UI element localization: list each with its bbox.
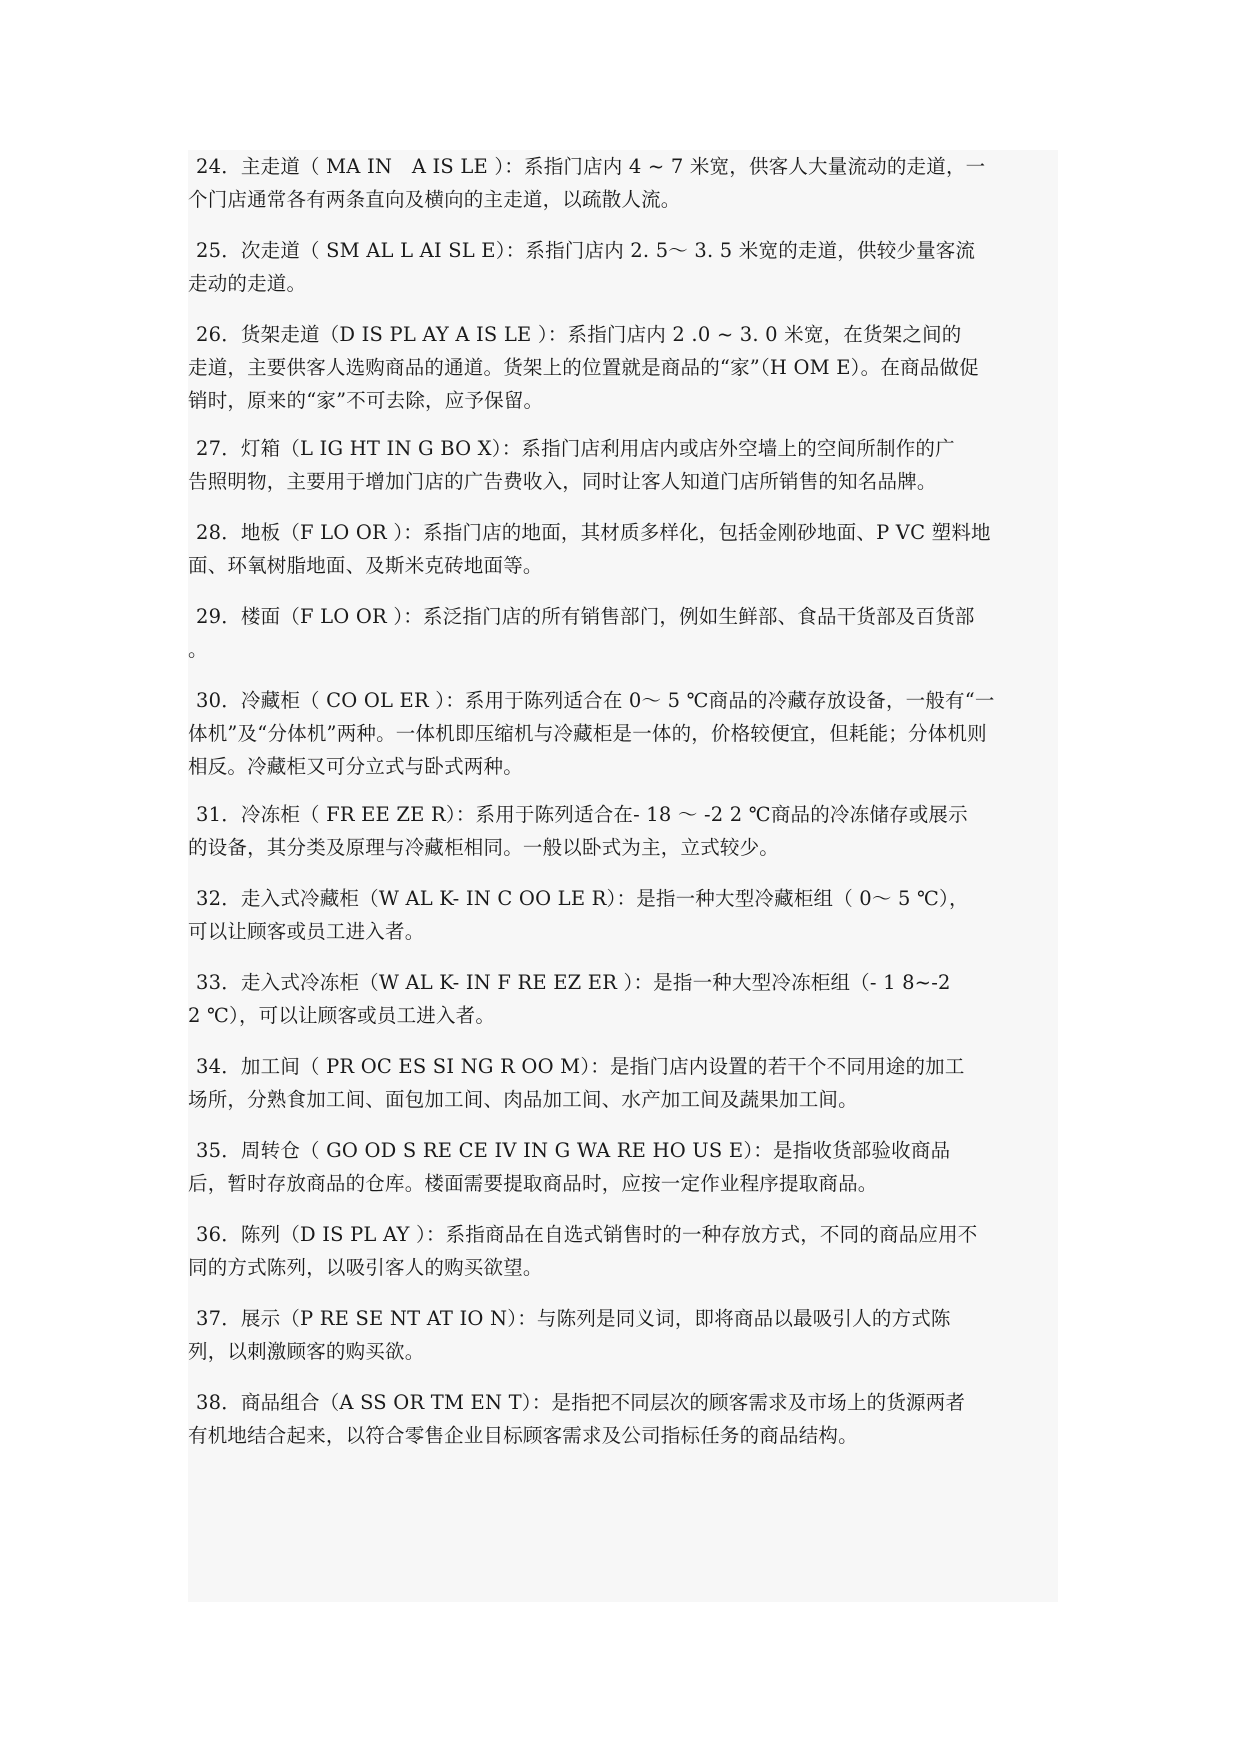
glossary-entry-32 (188, 882, 1058, 948)
glossary-entry-31 (188, 798, 1058, 864)
glossary-entry-37 (188, 1302, 1058, 1368)
glossary-entry-33 (188, 966, 1058, 1032)
entry-line: 31．冷冻柜（ FR EE ZE R）：系用于陈列适合在- 18 ～ -2 2 ℃商品的冷冻储存或展示 (196, 803, 968, 826)
entry-line: 面、环氧树脂地面、及斯米克砖地面等。 (188, 554, 543, 577)
glossary-entry-29 (188, 600, 1058, 666)
glossary-entry-38 (188, 1386, 1058, 1452)
glossary-entry-30 (188, 684, 1058, 783)
entry-line: 场所，分熟食加工间、面包加工间、肉品加工间、水产加工间及蔬果加工间。 (188, 1088, 858, 1111)
entry-line: 25．次走道（ SM AL L AI SL E）：系指门店内 2. 5～ 3. 5 米宽的走道，供较少量客流 (196, 239, 976, 262)
glossary-entry-27 (188, 432, 1058, 498)
entry-line: 36．陈列（D IS PL AY ）：系指商品在自选式销售时的一种存放方式，不同的商品应用不 (196, 1223, 978, 1246)
entry-line: 35．周转仓（ GO OD S RE CE IV IN G WA RE HO US E）：是指收货部验收商品 (196, 1139, 951, 1162)
entry-line: 32．走入式冷藏柜（W AL K- IN C OO LE R）：是指一种大型冷藏柜组（ 0～ 5 ℃）， (196, 887, 969, 910)
entry-line: 告照明物，主要用于增加门店的广告费收入，同时让客人知道门店所销售的知名品牌。 (188, 470, 937, 493)
entry-line: 30．冷藏柜（ CO OL ER ）：系用于陈列适合在 0～ 5 ℃商品的冷藏存放设备，一般有“一 (196, 689, 995, 712)
entry-line: 34．加工间（ PR OC ES SI NG R OO M）：是指门店内设置的若干个不同用途的加工 (196, 1055, 965, 1078)
entry-line: 的设备，其分类及原理与冷藏柜相同。一般以卧式为主，立式较少。 (188, 836, 780, 859)
glossary-entry-28 (188, 516, 1058, 582)
entry-line: 后，暂时存放商品的仓库。楼面需要提取商品时，应按一定作业程序提取商品。 (188, 1172, 878, 1195)
entry-line: 体机”及“分体机”两种。一体机即压缩机与冷藏柜是一体的，价格较便宜，但耗能；分体机则 (188, 722, 987, 745)
entry-line: 列，以刺激顾客的购买欲。 (188, 1340, 425, 1363)
glossary-entry-24 (188, 150, 1058, 216)
glossary-entry-36 (188, 1218, 1058, 1284)
entry-line: 33．走入式冷冻柜（W AL K- IN F RE EZ ER ）：是指一种大型冷冻柜组（- 1 8~-2 (196, 971, 951, 994)
glossary-entry-25 (188, 234, 1058, 300)
entry-line: 27．灯箱（L IG HT IN G BO X）：系指门店利用店内或店外空墙上的空间所制作的广 (196, 437, 955, 460)
entry-line: 38．商品组合（A SS OR TM EN T）：是指把不同层次的顾客需求及市场上的货源两者 (196, 1391, 966, 1414)
glossary-entry-35 (188, 1134, 1058, 1200)
entry-line: 24．主走道（ MA IN A IS LE ）：系指门店内 4 ~ 7 米宽，供客人大量流动的走道，一 (196, 155, 986, 178)
entry-line: 。 (188, 638, 208, 661)
glossary-entry-26 (188, 318, 1058, 417)
entry-line: 销时，原来的“家”不可去除，应予保留。 (188, 389, 544, 412)
entry-line: 个门店通常各有两条直向及横向的主走道，以疏散人流。 (188, 188, 681, 211)
entry-line: 有机地结合起来，以符合零售企业目标顾客需求及公司指标任务的商品结构。 (188, 1424, 858, 1447)
glossary-entry-34 (188, 1050, 1058, 1116)
entry-line: 29．楼面（F LO OR ）：系泛指门店的所有销售部门，例如生鲜部、食品干货部及百货部 (196, 605, 975, 628)
entry-line: 28．地板（F LO OR ）：系指门店的地面，其材质多样化，包括金刚砂地面、P VC 塑料地 (196, 521, 991, 544)
entry-line: 37．展示（P RE SE NT AT IO N）：与陈列是同义词，即将商品以最吸引人的方式陈 (196, 1307, 951, 1330)
entry-line: 可以让顾客或员工进入者。 (188, 920, 425, 943)
entry-line: 走动的走道。 (188, 272, 307, 295)
entry-line: 2 ℃），可以让顾客或员工进入者。 (188, 1004, 496, 1027)
entry-line: 相反。冷藏柜又可分立式与卧式两种。 (188, 755, 523, 778)
entry-line: 同的方式陈列，以吸引客人的购买欲望。 (188, 1256, 543, 1279)
entry-line: 26．货架走道（D IS PL AY A IS LE ）：系指门店内 2 .0 ~ 3. 0 米宽，在货架之间的 (196, 323, 962, 346)
entry-line: 走道，主要供客人选购商品的通道。货架上的位置就是商品的“家”（H OM E）。在商品做促 (188, 356, 979, 379)
